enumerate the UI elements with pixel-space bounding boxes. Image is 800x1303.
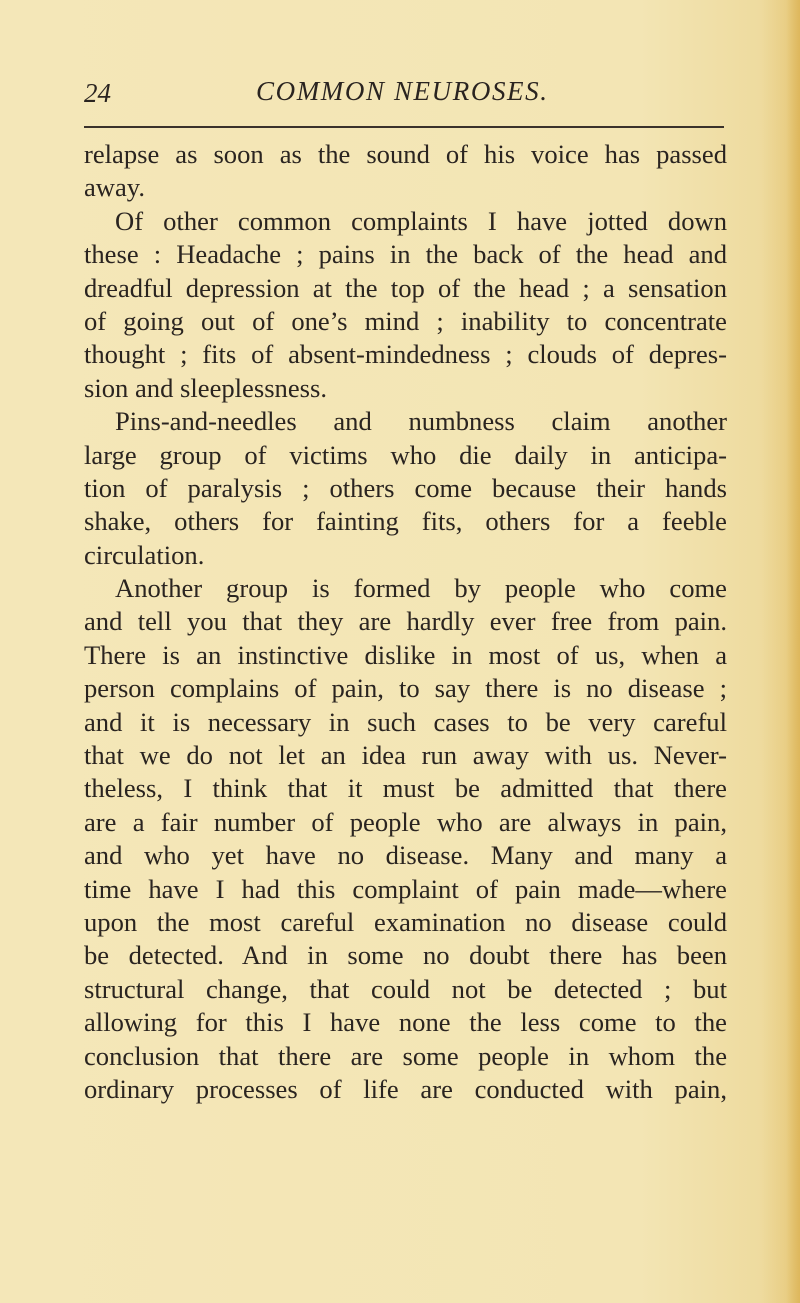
text-line: be detected. And in some no doubt there has been — [84, 940, 727, 971]
text-line: and tell you that they are hardly ever free from pain. — [84, 606, 727, 637]
text-line: There is an instinctive dislike in most of us, when a — [84, 639, 727, 670]
paragraph-first-line: Pins-and-needles and numbness claim another — [115, 406, 727, 437]
text-line: structural change, that could not be detected ; but — [84, 973, 727, 1004]
body-text — [84, 138, 727, 1106]
text-line: dreadful depression at the top of the head ; a sensation — [84, 272, 727, 303]
header-rule — [84, 126, 724, 128]
text-line: theless, I think that it must be admitted that there — [84, 773, 727, 804]
text-line: and who yet have no disease. Many and many a — [84, 840, 727, 871]
text-line: upon the most careful examination no disease could — [84, 906, 727, 937]
text-line: away. — [84, 172, 146, 203]
text-line: circulation. — [84, 539, 205, 570]
text-line: allowing for this I have none the less come to the — [84, 1007, 727, 1038]
text-line: tion of paralysis ; others come because their hands — [84, 472, 727, 503]
text-line: sion and sleeplessness. — [84, 372, 328, 403]
text-line: that we do not let an idea run away with us. Never- — [84, 740, 727, 771]
paragraph-first-line: Of other common complaints I have jotted down — [115, 205, 727, 236]
text-line: and it is necessary in such cases to be very careful — [84, 706, 727, 737]
text-line: ordinary processes of life are conducted with pain, — [84, 1073, 727, 1104]
text-line: large group of victims who die daily in anticipa- — [84, 439, 727, 470]
page-number: 24 — [84, 78, 111, 108]
text-line: conclusion that there are some people in whom the — [84, 1040, 727, 1071]
text-line: time have I had this complaint of pain made—where — [84, 873, 727, 904]
text-line: person complains of pain, to say there is no disease ; — [84, 673, 727, 704]
paragraph-first-line: Another group is formed by people who come — [115, 573, 727, 604]
text-line: of going out of one’s mind ; inability to concentrate — [84, 305, 727, 336]
page-edge-shadow — [786, 0, 800, 1303]
text-line: relapse as soon as the sound of his voice has passed — [84, 139, 727, 169]
running-header — [84, 72, 724, 112]
text-line: shake, others for fainting fits, others for a feeble — [84, 506, 727, 537]
text-line: these : Headache ; pains in the back of the head and — [84, 239, 727, 270]
text-line: thought ; fits of absent-mindedness ; clouds of depres- — [84, 339, 727, 370]
running-title: COMMON NEUROSES. — [256, 76, 549, 106]
text-line: are a fair number of people who are always in pain, — [84, 806, 727, 837]
